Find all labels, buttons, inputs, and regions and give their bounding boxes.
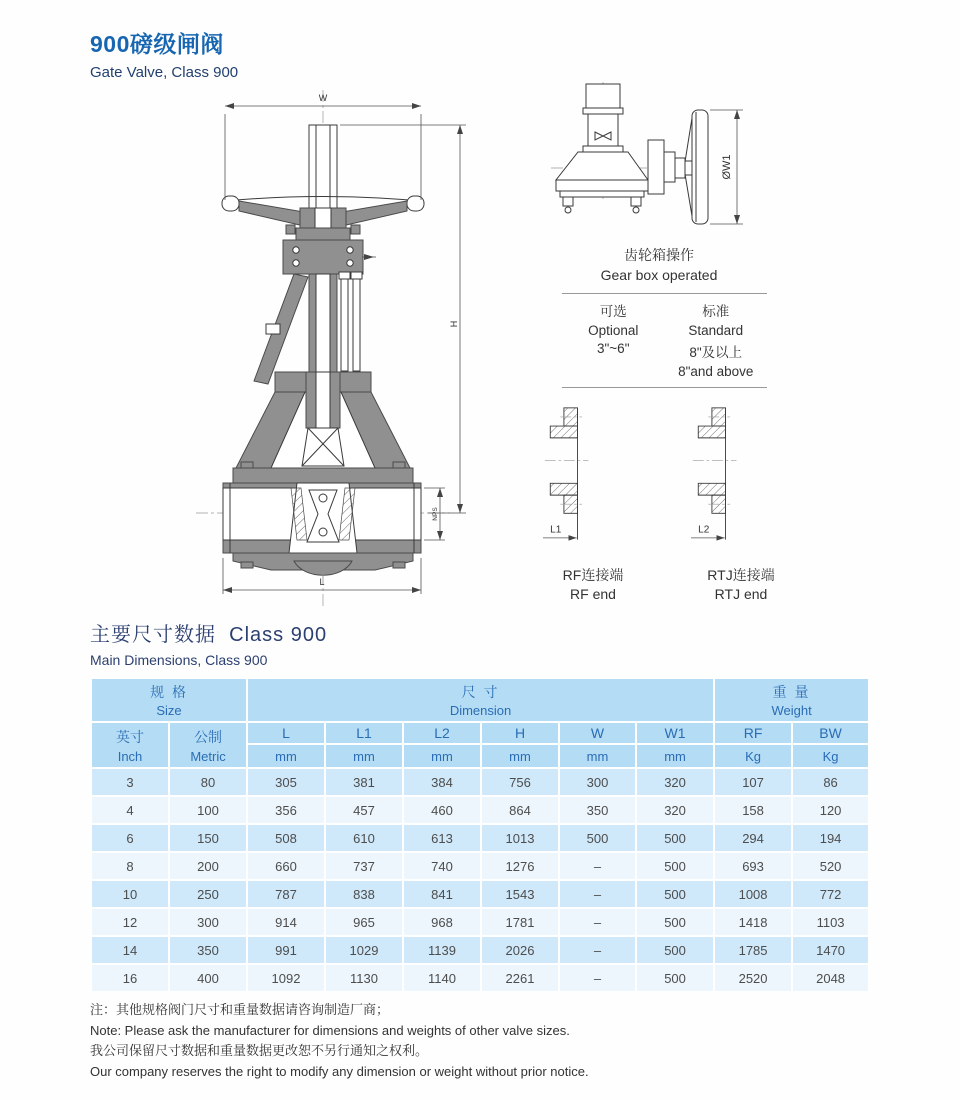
- gearbox-side-handwheel: [648, 110, 708, 224]
- rtj-flange-drawing: [691, 394, 791, 559]
- unit-mm: mm: [559, 744, 636, 768]
- unit-mm: mm: [481, 744, 559, 768]
- col-metric: 公制 Metric: [169, 722, 247, 768]
- dim-l-label: L: [319, 577, 325, 587]
- divider-bottom: [562, 387, 767, 388]
- dim-nps-label: NPS: [432, 507, 439, 521]
- dim-h-label: H: [449, 320, 459, 328]
- divider-top: [562, 293, 767, 294]
- dim-w1-label: ØW1: [721, 154, 733, 180]
- col-L2: L2: [403, 722, 481, 744]
- gearbox-valve-outline: [556, 84, 648, 213]
- table-row: 8 200 660 737 740 1276 – 500 693 520: [91, 852, 869, 880]
- section-subtitle: Main Dimensions, Class 900: [90, 652, 268, 668]
- unit-mm: mm: [325, 744, 403, 768]
- gearbox-drawing: [543, 80, 758, 235]
- group-dimension: 尺 寸 Dimension: [247, 678, 714, 722]
- gearbox-caption-en: Gear box operated: [600, 266, 718, 283]
- col-BW: BW: [792, 722, 869, 744]
- section-title: [90, 618, 327, 647]
- optional-sizes: 3"~6": [597, 340, 630, 356]
- col-L1: L1: [325, 722, 403, 744]
- standard-label-en: Standard: [688, 322, 744, 338]
- table-row: 16 400 1092 1130 1140 2261 – 500 2520 2048: [91, 964, 869, 992]
- unit-kg: Kg: [714, 744, 792, 768]
- footer-notes: [90, 1000, 710, 1082]
- dim-l2-label: L2: [698, 524, 710, 536]
- unit-mm: mm: [403, 744, 481, 768]
- group-weight: 重 量 Weight: [714, 678, 869, 722]
- rf-flange-drawing: [543, 394, 643, 559]
- rtj-end-caption-zh: RTJ连接端: [707, 566, 775, 583]
- flange-ends: [543, 394, 775, 605]
- standard-sizes-zh: 8"及以上: [689, 344, 743, 360]
- note-line-en-1: Note: Please ask the manufacturer for dimensions and weights of other valve sizes.: [90, 1022, 570, 1038]
- section-title-zh: 主要尺寸数据: [90, 624, 216, 646]
- gate-valve-drawing: [178, 84, 478, 614]
- note-line-en-2: Our company reserves the right to modify any dimension or weight without prior notice.: [90, 1063, 589, 1079]
- table-group-row: [91, 678, 869, 722]
- bonnet: [283, 240, 376, 274]
- page-subtitle: Gate Valve, Class 900: [90, 64, 239, 81]
- rf-end-figure: [543, 394, 643, 605]
- section-title-class: Class 900: [229, 624, 328, 646]
- dim-l1-label: L1: [550, 524, 562, 536]
- stem-wedge-connector: [302, 428, 344, 466]
- col-H: H: [481, 722, 559, 744]
- dimensions-table-wrap: [90, 677, 870, 993]
- gearbox-caption-zh: 齿轮箱操作: [624, 247, 694, 263]
- dim-w-label: W: [318, 93, 328, 103]
- rtj-end-figure: [691, 394, 791, 605]
- standard-label-zh: 标准: [702, 303, 730, 319]
- table-row: 14 350 991 1029 1139 2026 – 500 1785 1470: [91, 936, 869, 964]
- dimension-l1: [543, 524, 577, 537]
- table-row: 4 100 356 457 460 864 350 320 158 120: [91, 796, 869, 824]
- col-RF: RF: [714, 722, 792, 744]
- optional-label-en: Optional: [588, 322, 639, 338]
- valve-body: [223, 462, 421, 587]
- group-size: 规 格 Size: [91, 678, 247, 722]
- rf-end-caption-zh: RF连接端: [562, 566, 624, 583]
- right-column: [543, 80, 775, 605]
- unit-mm: mm: [636, 744, 714, 768]
- dimensions-table: [90, 677, 870, 993]
- dimension-w1: [710, 110, 743, 224]
- unit-mm: mm: [247, 744, 325, 768]
- operation-options: [562, 300, 767, 379]
- standard-sizes-en: 8"and above: [678, 363, 754, 379]
- table-row: 6 150 508 610 613 1013 500 500 294 194: [91, 824, 869, 852]
- dimensions-section-header: [90, 618, 327, 668]
- col-L: L: [247, 722, 325, 744]
- dimension-nps: [424, 488, 445, 540]
- unit-kg: Kg: [792, 744, 869, 768]
- optional-label-zh: 可选: [599, 303, 627, 319]
- table-row: 12 300 914 965 968 1781 – 500 1418 1103: [91, 908, 869, 936]
- valve-section-figure: [178, 84, 478, 619]
- col-inch: 英寸 Inch: [91, 722, 169, 768]
- table-subheader-row: [91, 722, 869, 744]
- table-row: 10 250 787 838 841 1543 – 500 1008 772: [91, 880, 869, 908]
- grease-fitting: [364, 254, 374, 260]
- page-title: 900磅级闸阀: [90, 31, 224, 57]
- note-line-zh-1: 注：其他规格阀门尺寸和重量数据请咨询制造厂商；: [90, 1002, 390, 1017]
- table-row: 3 80 305 381 384 756 300 320 107 86: [91, 768, 869, 796]
- col-W1: W1: [636, 722, 714, 744]
- rtj-end-caption-en: RTJ end: [714, 586, 768, 603]
- dimension-l2: [691, 524, 725, 537]
- note-line-zh-2: 我公司保留尺寸数据和重量数据更改恕不另行通知之权利。: [90, 1043, 429, 1059]
- col-W: W: [559, 722, 636, 744]
- stem: [309, 125, 337, 211]
- page-header: [90, 26, 238, 81]
- rf-end-caption-en: RF end: [570, 586, 616, 603]
